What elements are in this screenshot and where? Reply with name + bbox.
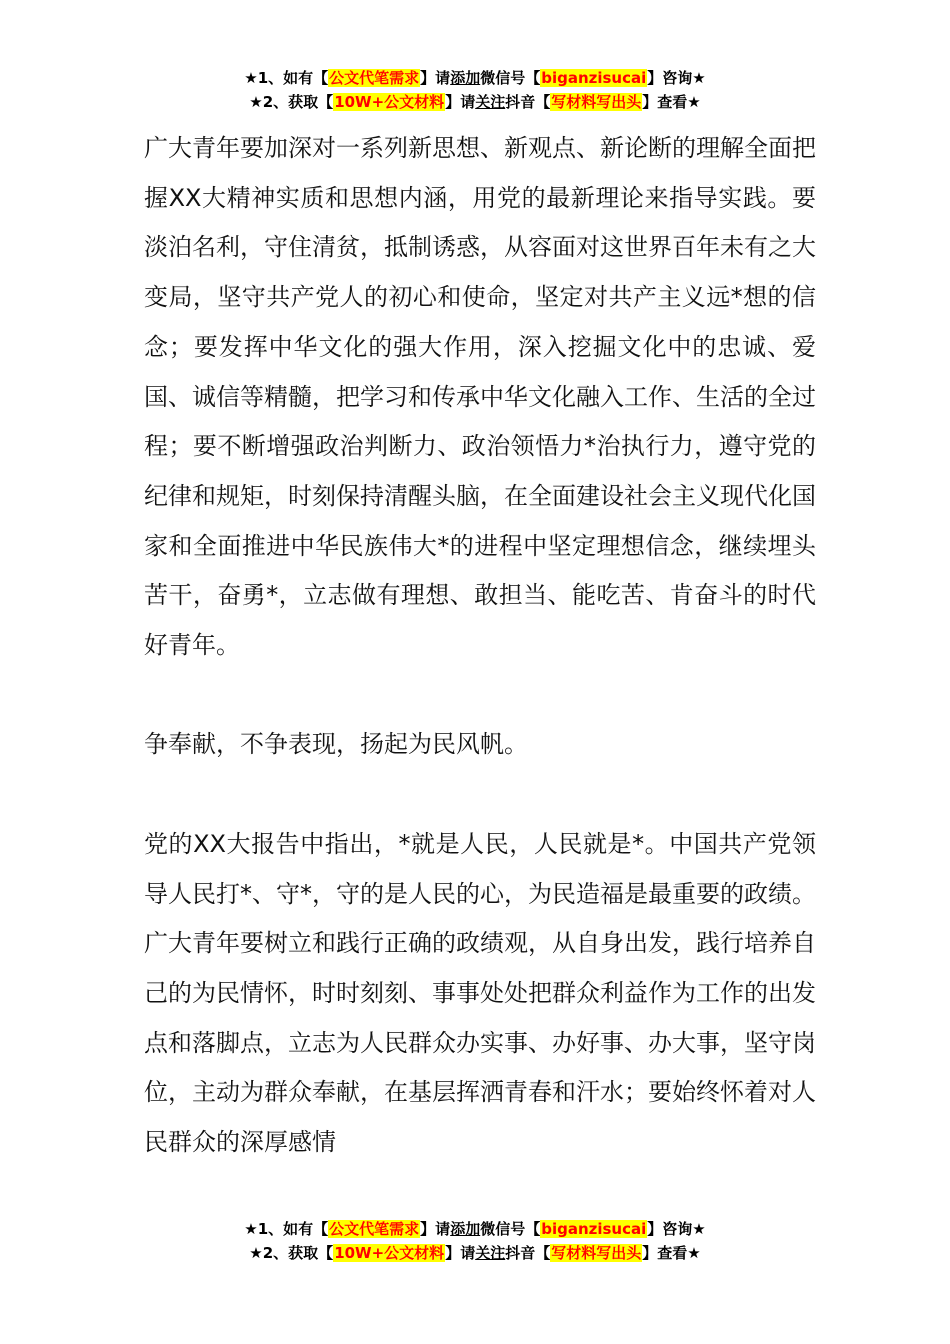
document-body [144,124,816,1168]
banner-line-2: ★2、获取【10W+公文材料】请关注抖音【写材料写出头】查看★ [249,93,701,111]
banner-line-1: ★1、如有【公文代笔需求】请添加微信号【biganzisucai】咨询★ [244,1220,706,1238]
banner-highlight: biganzisucai [541,69,647,87]
banner-highlight: biganzisucai [541,1220,647,1238]
banner-highlight: 公文代笔需求 [329,69,420,87]
paragraph: 广大青年要加深对一系列新思想、新观点、新论断的理解全面把握XX大精神实质和思想内涵，用党的最新理论来指导实践。要淡泊名利，守住清贫，抵制诱惑，从容面对这世界百年未有之大变局，坚守共产党人的初心和使命，坚定对共产主义远*想的信念；要发挥中华文化的强大作用，深入挖掘文化中的忠诚、爱国、诚信等精髓，把学习和传承中华文化融入工作、生活的全过程；要不断增强政治判断力、政治领悟力*治执行力，遵守党的纪律和规矩，时刻保持清醒头脑，在全面建设社会主义现代化国家和全面推进中华民族伟大*的进程中坚定理想信念，继续埋头苦干，奋勇*，立志做有理想、敢担当、能吃苦、肯奋斗的时代好青年。 [144,134,816,660]
paragraph-spacer [144,671,816,721]
paragraph-spacer [144,770,816,820]
banner-highlight: 10W+公文材料 [334,1244,445,1262]
footer-banner [0,1217,950,1265]
paragraph: 党的XX大报告中指出，*就是人民，人民就是*。中国共产党领导人民打*、守*，守的是人民的心，为民造福是最重要的政绩。广大青年要树立和践行正确的政绩观，从自身出发，践行培养自己的为民情怀，时时刻刻、事事处处把群众利益作为工作的出发点和落脚点，立志为人民群众办实事、办好事、办大事，坚守岗位，主动为群众奉献，在基层挥洒青春和汗水；要始终怀着对人民群众的深厚感情 [144,829,816,1157]
banner-highlight: 10W+公文材料 [334,93,445,111]
banner-highlight: 写材料写出头 [551,1244,642,1262]
banner-line-1: ★1、如有【公文代笔需求】请添加微信号【biganzisucai】咨询★ [244,69,706,87]
banner-highlight: 公文代笔需求 [329,1220,420,1238]
banner-line-2: ★2、获取【10W+公文材料】请关注抖音【写材料写出头】查看★ [249,1244,701,1262]
paragraph: 争奉献，不争表现，扬起为民风帆。 [144,730,528,759]
header-banner [0,66,950,114]
banner-highlight: 写材料写出头 [551,93,642,111]
